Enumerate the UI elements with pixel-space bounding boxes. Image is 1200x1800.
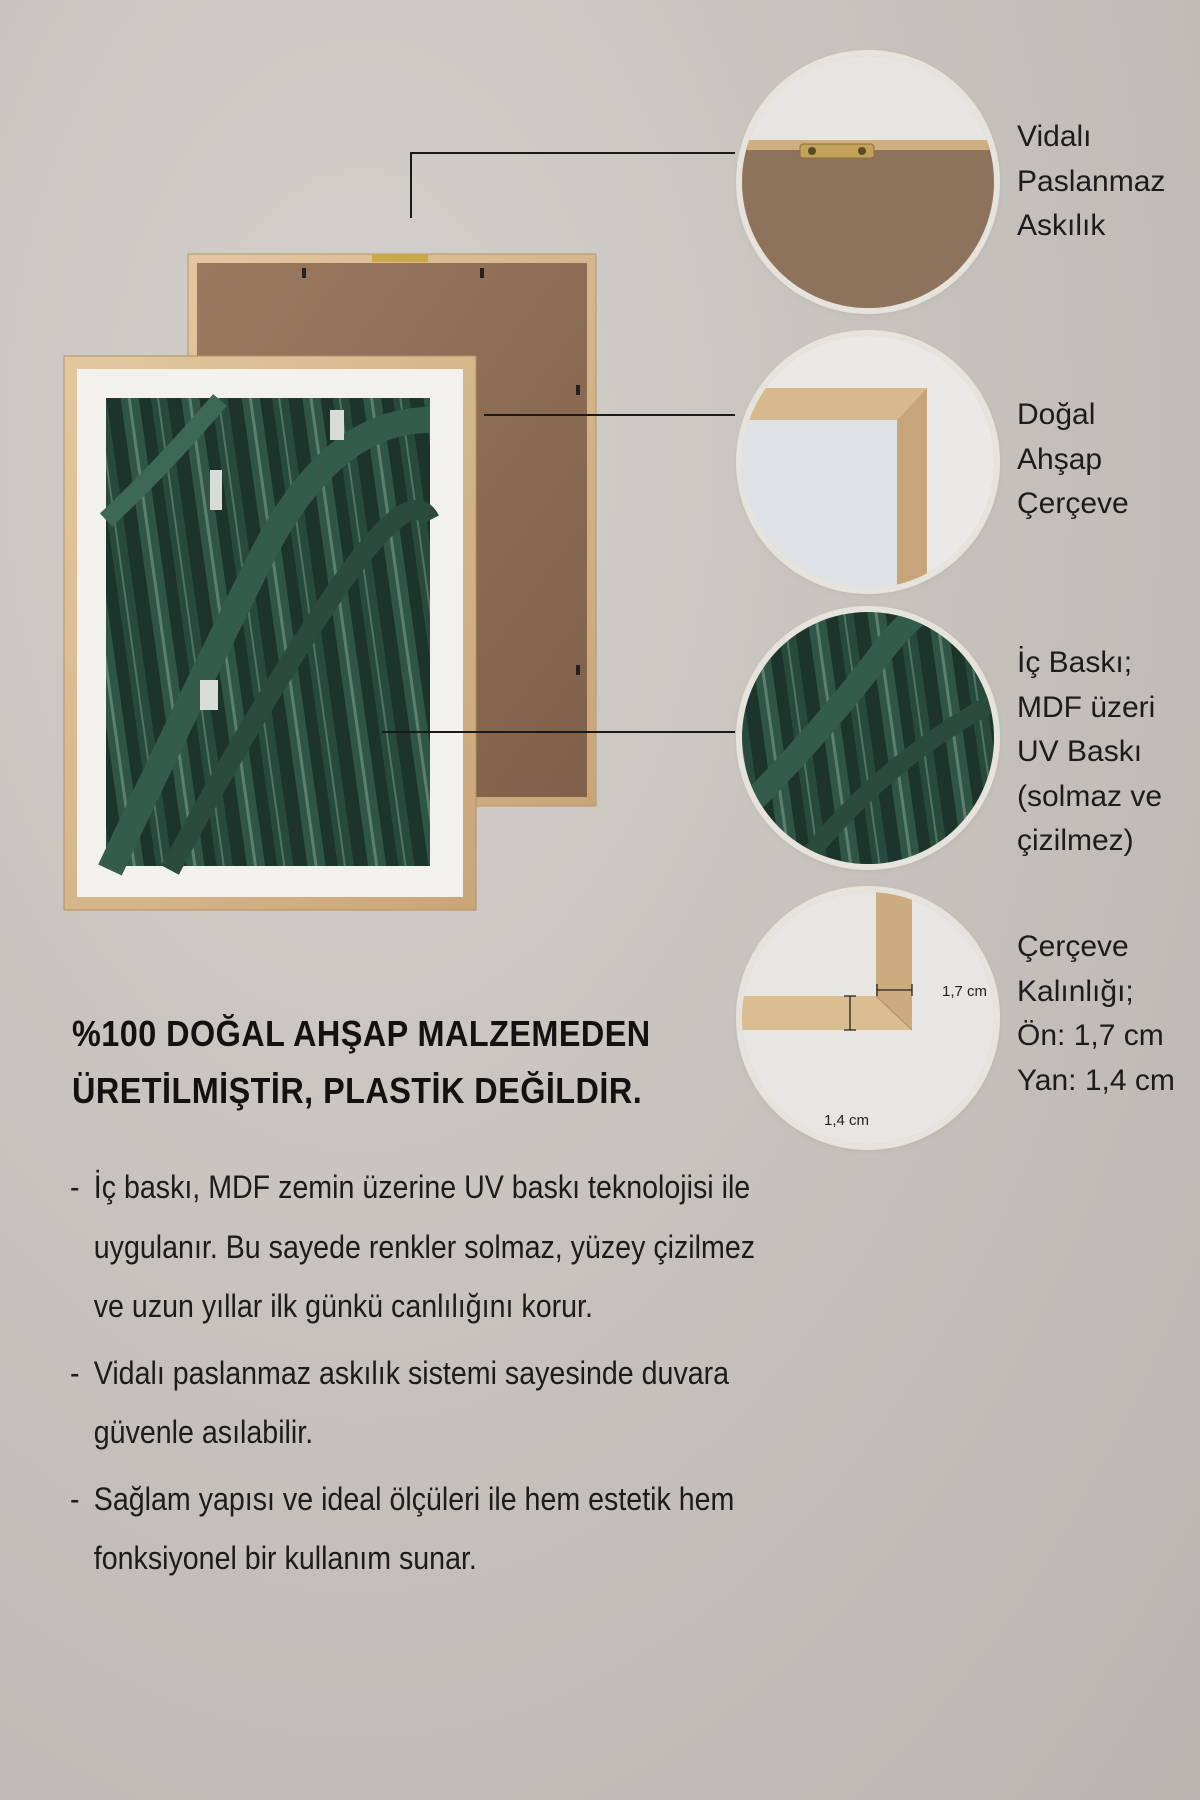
feature-list [70, 1158, 790, 1596]
bullet-dash: - [70, 1354, 80, 1391]
feature-item [70, 1158, 789, 1337]
back-hanger [372, 254, 428, 262]
bullet-dash: - [70, 1169, 80, 1205]
wood-frame-detail-circle [742, 336, 994, 588]
print-callout-label: İç Baskı; MDF üzeri UV Baskı (solmaz ve çizilmez) [1017, 646, 1163, 857]
front-dimension-label: 1,7 cm [942, 983, 988, 1000]
hanger-callout-label: Vidalı Paslanmaz Askılık [1017, 120, 1166, 242]
thickness-callout-label: Çerçeve Kalınlığı; Ön: 1,7 cm Yan: 1,4 cm [1017, 930, 1175, 1097]
heading-line-2: ÜRETİLMİŞTİR, PLASTİK DEĞİLDİR. [72, 1070, 643, 1111]
frame-callout-label: Doğal Ahşap Çerçeve [1017, 398, 1129, 520]
feature-item [70, 1344, 789, 1463]
print-detail-circle [742, 612, 994, 864]
feature-text: Vidalı paslanmaz askılık sistemi sayesinde duvara güvenle asılabilir. [93, 1354, 730, 1450]
material-heading [72, 1005, 702, 1119]
feature-text: Sağlam yapısı ve ideal ölçüleri ile hem estetik hem fonksiyonel bir kullanım sunar. [93, 1480, 735, 1576]
thickness-detail-circle [742, 892, 994, 1144]
feature-text: İç baskı, MDF zemin üzerine UV baskı teknolojisi ile uygulanır. Bu sayede renkler solmaz, yüzey çizilmez ve uzun yıllar ilk günkü canlılığını korur. [93, 1169, 756, 1324]
heading-line-1: %100 DOĞAL AHŞAP MALZEMEDEN [72, 1013, 651, 1054]
feature-item [70, 1470, 789, 1589]
bullet-dash: - [70, 1480, 80, 1517]
side-dimension-label: 1,4 cm [824, 1112, 870, 1129]
hanger-detail-circle [742, 56, 994, 308]
front-frame [64, 356, 476, 910]
hanger-line [411, 153, 735, 218]
